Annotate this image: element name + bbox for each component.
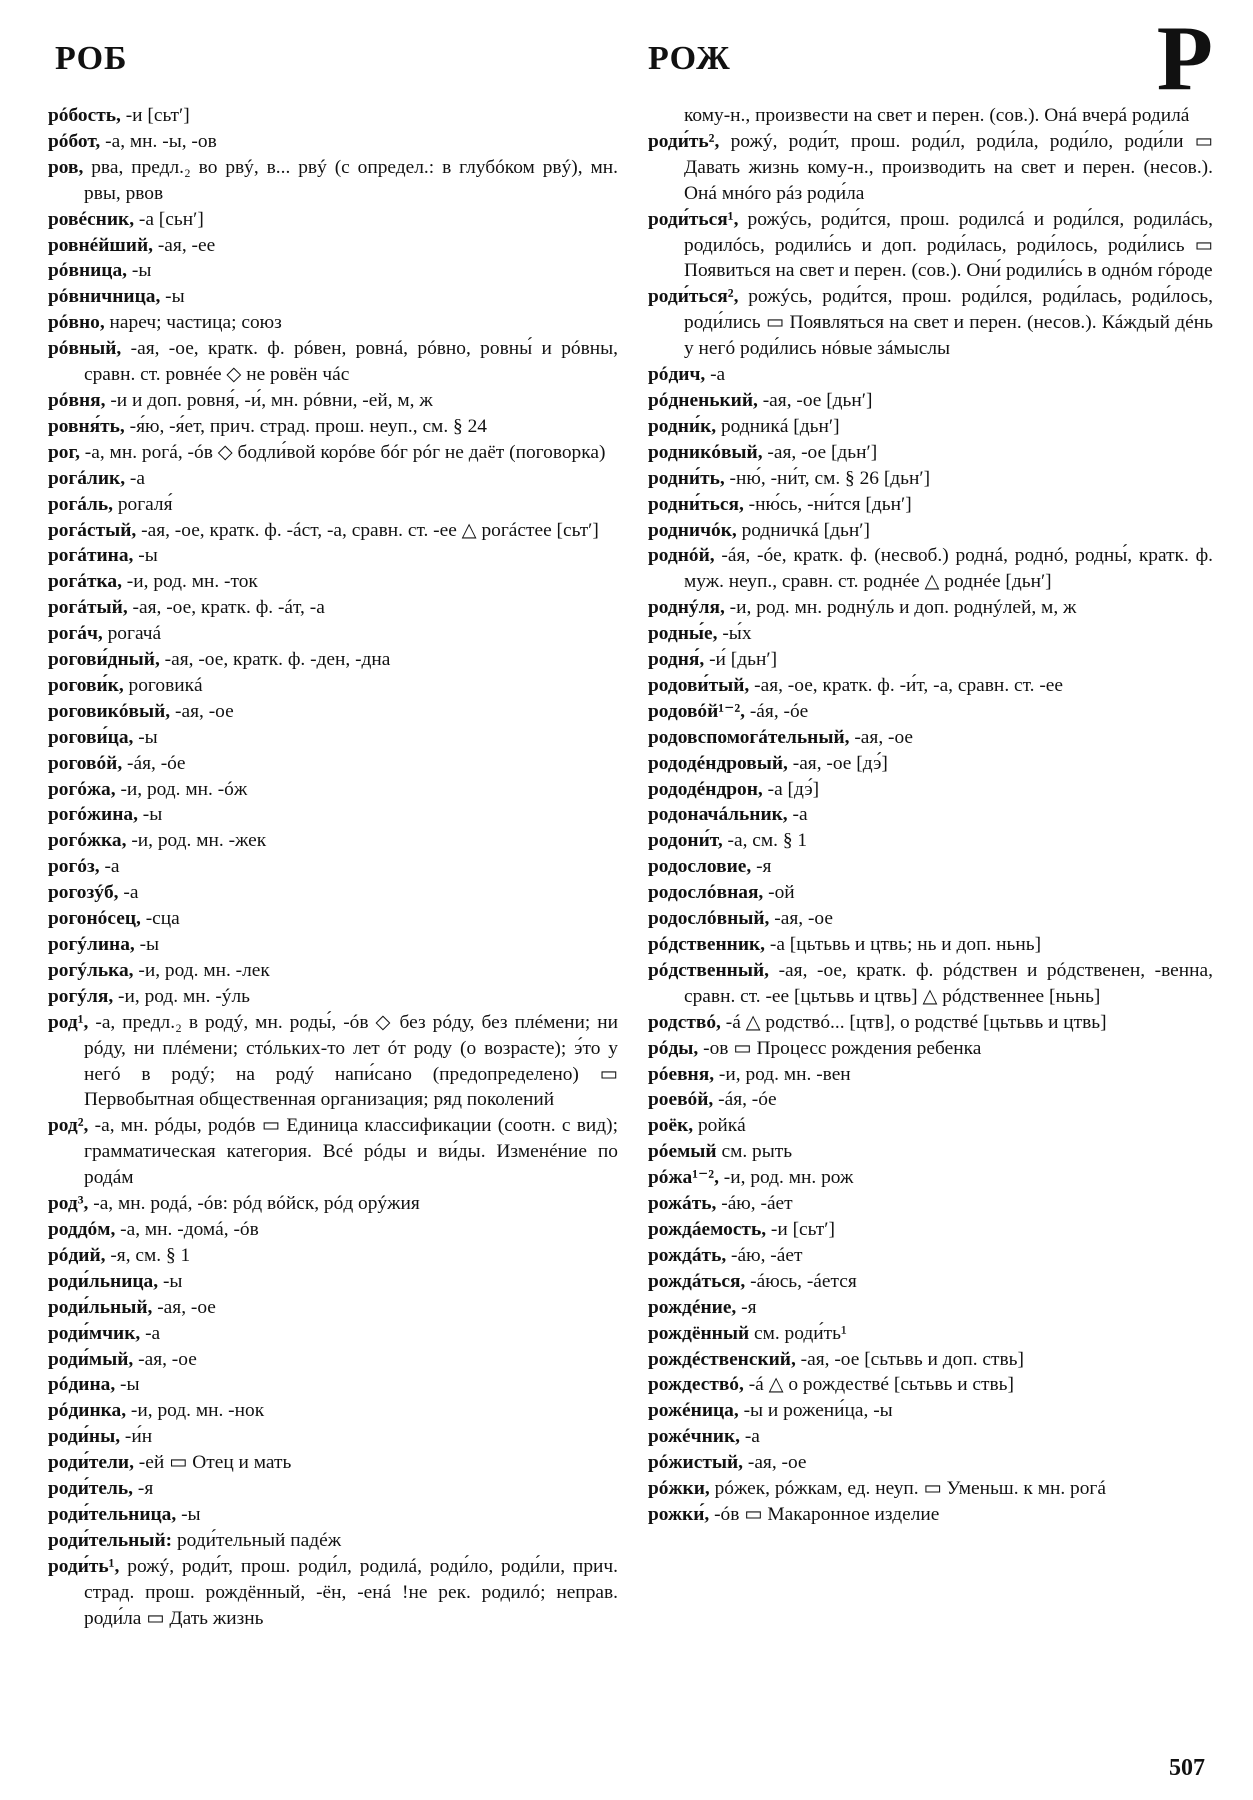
- entry-body: -ы: [158, 1270, 183, 1292]
- headword: рождéние,: [648, 1296, 737, 1318]
- dictionary-entry: [48, 569, 618, 595]
- dictionary-entry: [48, 621, 618, 647]
- dictionary-entry: [648, 543, 1213, 595]
- entry-body: -а, мн. рóды, родóв ▭ Единица классификации (соотн. с вид); грамматическая категория. Всé рóды и ви́ды. Изменéние по родáм: [84, 1115, 618, 1189]
- headword: родни́ться,: [648, 493, 744, 515]
- entry-body: -ы: [134, 934, 160, 955]
- dictionary-entry: [48, 466, 618, 492]
- entry-body: -я́ю, -я́ет, прич. страд. прош. неуп., см. § 24: [124, 415, 487, 437]
- headword: рогóжа,: [48, 778, 116, 800]
- entry-body: -ню́, -ни́т, см. § 26 [дьнʹ]: [724, 467, 931, 489]
- headword: роговóй,: [48, 752, 123, 774]
- entry-body: -а, мн. рогá, -óв ◇ бодли́вой корóве бóг рóг не даёт (поговорка): [79, 441, 606, 463]
- headword: рожки́,: [648, 1503, 710, 1525]
- entry-body: -ая, -ое: [849, 726, 914, 748]
- entry-body: рожýсь, роди́тся, прош. роди́лся, роди́лась, роди́лось, роди́лись ▭ Появляться на свет и перен. (несов.). Кáждый дéнь у негó роди́лись нóвые зáмыслы: [684, 286, 1213, 360]
- entry-body: родничкá [дьнʹ]: [736, 519, 870, 541]
- dictionary-entry: [648, 207, 1213, 285]
- dictionary-entry: [48, 1010, 618, 1114]
- headword: роддóм,: [48, 1218, 116, 1240]
- dictionary-entry: [48, 543, 618, 569]
- entry-body: -ы: [176, 1503, 201, 1525]
- entry-body: -áя, -óе, кратк. ф. (несвоб.) роднá, роднó, родны́, кратк. ф. муж. неуп., сравн. ст. роднéе △ роднéе [дьнʹ]: [684, 545, 1213, 593]
- dictionary-entry: [648, 828, 1213, 854]
- entry-body: -я, см. § 1: [105, 1244, 191, 1266]
- running-head-right: РОЖ: [648, 40, 731, 77]
- entry-body: -ая, -ое [сьтьвь и доп. ствь]: [795, 1348, 1024, 1370]
- dictionary-entry: [48, 1554, 618, 1632]
- headword: роди́тельница,: [48, 1503, 177, 1525]
- headword: рóдий,: [48, 1244, 106, 1266]
- entry-body: -ая, -ое: [769, 908, 833, 930]
- entry-body: -ая, -ое: [133, 1348, 197, 1370]
- entry-body: -а: [140, 1322, 161, 1344]
- headword: роевóй,: [648, 1089, 714, 1111]
- dictionary-entry: [48, 595, 618, 621]
- headword: ровнéйший,: [48, 234, 153, 256]
- left-column: [48, 103, 618, 1631]
- entry-body: -ы: [160, 286, 185, 308]
- entry-body: -и [сьтʹ]: [766, 1218, 835, 1240]
- dictionary-entry: [648, 1165, 1213, 1191]
- entry-body: роди́тельный падéж: [172, 1529, 342, 1551]
- dictionary-entry: [48, 207, 618, 233]
- entry-body: -áя, -óе: [122, 752, 186, 774]
- headword: роди́льница,: [48, 1270, 159, 1292]
- headword: рóемый: [648, 1141, 717, 1163]
- headword: рождённый: [648, 1322, 750, 1344]
- headword: роди́ть²,: [648, 130, 720, 152]
- headword: рогýлька,: [48, 959, 134, 981]
- headword: рогóжина,: [48, 804, 138, 826]
- headword: роёк,: [648, 1115, 694, 1137]
- entry-body: -а: [787, 804, 808, 826]
- entry-body: рожý, роди́т, прош. роди́л, родилá, роди́ло, роди́ли, прич. страд. прош. рождённый, -ён, -енá !не рек. родилó; неправ. роди́ла ▭ Дать жизнь: [84, 1555, 618, 1629]
- entry-body: -ая, -ое, кратк. ф. рóвен, ровнá, рóвно, ровны́ и рóвны, сравн. ст. ровнéе ◇ не ровён чáс: [84, 338, 618, 386]
- entry-body: -ая, -ое [дьнʹ]: [757, 389, 873, 411]
- headword: роди́ны,: [48, 1426, 121, 1448]
- headword: рóвня,: [48, 389, 106, 411]
- headword: род³,: [48, 1193, 89, 1215]
- dictionary-entry: [648, 777, 1213, 803]
- dictionary-entry: [648, 1372, 1213, 1398]
- headword: рóевня,: [648, 1063, 715, 1085]
- headword: роди́льный,: [48, 1296, 153, 1318]
- headword: родоначáльник,: [648, 804, 788, 826]
- dictionary-entry: [648, 1139, 1213, 1165]
- dictionary-entry: [648, 1191, 1213, 1217]
- entry-body: -ов ▭ Процесс рождения ребенка: [698, 1037, 982, 1059]
- dictionary-entry: [48, 440, 618, 466]
- dictionary-entry: [48, 1502, 618, 1528]
- entry-body: -ы: [127, 260, 152, 282]
- entry-body: -ая, -ое, кратк. ф. -áст, -а, сравн. ст. -ее △ рогáстее [сьтʹ]: [136, 519, 599, 541]
- entry-body: кому-н., произвести на свет и перен. (сов.). Онá вчерá родилá: [684, 105, 1190, 126]
- headword: рождáться,: [648, 1270, 746, 1292]
- entry-body: -á △ родствó... [цтв], о родствé [цьтьвь и цтвь]: [720, 1011, 1107, 1033]
- headword: рододéндровый,: [648, 752, 788, 774]
- dictionary-entry: [48, 1243, 618, 1269]
- entry-body: см. рыть: [716, 1141, 793, 1163]
- dictionary-entry: [48, 388, 618, 414]
- entry-body: -и [сьтʹ]: [120, 105, 190, 126]
- dictionary-entry: [648, 1010, 1213, 1036]
- headword: рогови́дный,: [48, 649, 160, 671]
- dictionary-entry: [648, 621, 1213, 647]
- headword: рожáть,: [648, 1193, 717, 1215]
- dictionary-entry: [648, 440, 1213, 466]
- dictionary-entry: [648, 699, 1213, 725]
- headword: рóвничница,: [48, 286, 161, 308]
- dictionary-entry: [648, 1295, 1213, 1321]
- dictionary-entry: [48, 284, 618, 310]
- dictionary-entry: [648, 1424, 1213, 1450]
- headword: рогонóсец,: [48, 908, 141, 930]
- dictionary-entry: [648, 1502, 1213, 1528]
- dictionary-entry: [48, 828, 618, 854]
- dictionary-entry: [48, 777, 618, 803]
- entry-body: -ы: [137, 804, 163, 826]
- headword: рогýлина,: [48, 934, 135, 955]
- dictionary-entry: [648, 518, 1213, 544]
- dictionary-entry: [48, 725, 618, 751]
- entry-body: -и, род. мн. -вен: [714, 1063, 851, 1085]
- headword: рогáль,: [48, 493, 113, 515]
- dictionary-entry: [48, 880, 618, 906]
- entry-body: -и, род. мн. -ток: [121, 571, 258, 593]
- headword: рогáтина,: [48, 545, 134, 567]
- dictionary-entry: [48, 1476, 618, 1502]
- entry-body: -я: [751, 856, 772, 878]
- headword: родословие,: [648, 856, 752, 878]
- entry-body: -ню́сь, -ни́тся [дьнʹ]: [743, 493, 912, 515]
- entry-body: -а: [99, 856, 120, 878]
- entry-body: -ы и рожени́ца, -ы: [738, 1400, 893, 1422]
- headword: рóвница,: [48, 260, 128, 282]
- headword: родовóй¹⁻²,: [648, 700, 745, 722]
- entry-body: рóжек, рóжкам, ед. неуп. ▭ Уменьш. к мн. рогá: [709, 1478, 1106, 1500]
- headword: рождéственский,: [648, 1348, 796, 1370]
- entry-body: -а: [739, 1426, 760, 1448]
- entry-body: -áю, -áет: [716, 1193, 793, 1215]
- entry-body: -и, род. мн. роднýль и доп. роднýлей, м, ж: [724, 597, 1077, 619]
- headword: рóжистый,: [648, 1452, 744, 1474]
- dictionary-entry: [48, 1295, 618, 1321]
- dictionary-entry: [648, 414, 1213, 440]
- running-head-left: РОБ: [55, 40, 128, 77]
- entry-body: -óв ▭ Макаронное изделие: [709, 1503, 940, 1525]
- dictionary-entry: [648, 1321, 1213, 1347]
- headword: рóдинка,: [48, 1400, 127, 1422]
- headword: рогóз,: [48, 856, 100, 878]
- headword: родови́тый,: [648, 674, 750, 696]
- entry-body: -ая, -ее: [152, 234, 216, 256]
- entry-body: -ая, -ое, кратк. ф. рóдствен и рóдственен, -венна, сравн. ст. -ее [цьтьвь и цтвь] △ рóдственнее [ньнь]: [684, 959, 1213, 1007]
- dictionary-entry: [48, 414, 618, 440]
- dictionary-entry: [648, 1243, 1213, 1269]
- dictionary-entry: [648, 906, 1213, 932]
- dictionary-entry: [648, 751, 1213, 777]
- dictionary-entry: [648, 103, 1213, 129]
- dictionary-entry: [48, 103, 618, 129]
- headword: роговикóвый,: [48, 700, 171, 722]
- dictionary-entry: [648, 284, 1213, 362]
- headword: роднóй,: [648, 545, 715, 567]
- entry-body: -и, род. мн. -жек: [126, 830, 267, 852]
- entry-body: -ая, -ое: [152, 1296, 216, 1318]
- dictionary-entry: [648, 1269, 1213, 1295]
- dictionary-entry: [648, 1217, 1213, 1243]
- dictionary-entry: [48, 932, 618, 958]
- headword: рóвный,: [48, 338, 122, 360]
- dictionary-entry: [648, 492, 1213, 518]
- dictionary-entry: [48, 647, 618, 673]
- headword: род²,: [48, 1115, 89, 1137]
- headword: родослóвный,: [648, 908, 770, 930]
- dictionary-entry: [648, 388, 1213, 414]
- headword: родникóвый,: [648, 441, 763, 463]
- headword: роднýля,: [648, 597, 725, 619]
- headword: родони́т,: [648, 830, 723, 852]
- entry-body: -а, предл.₂ в родý, мн. роды́, -óв ◇ без рóду, без плéмени; ни рóду, ни плéмени; стóльких-то лет óт роду (о возрасте); э́то у негó в родý; на родý напи́сано (предопределено) ▭ Первобытная общественная организация; ряд поколений: [84, 1011, 618, 1111]
- dictionary-entry: [48, 1321, 618, 1347]
- headword: рóдненький,: [648, 389, 758, 411]
- entry-body: -áю, -áет: [726, 1244, 803, 1266]
- dictionary-entry: [648, 647, 1213, 673]
- entry-body: -áя, -óе: [745, 700, 809, 722]
- dictionary-entry: [648, 932, 1213, 958]
- entry-body: роговикá: [123, 674, 203, 696]
- headword: родни́к,: [648, 415, 717, 437]
- entry-body: -ая, -ое [дэ́]: [787, 752, 888, 774]
- entry-body: -ая, -ое [дьнʹ]: [762, 441, 878, 463]
- dictionary-entry: [48, 854, 618, 880]
- entry-body: -ы: [115, 1374, 140, 1396]
- headword: роди́мчик,: [48, 1322, 141, 1344]
- headword: роди́тельный:: [48, 1529, 173, 1551]
- headword: родовспомогáтельный,: [648, 726, 850, 748]
- dictionary-entry: [648, 1398, 1213, 1424]
- entry-body: см. роди́ть¹: [749, 1322, 847, 1344]
- dictionary-entry: [648, 673, 1213, 699]
- dictionary-entry: [48, 518, 618, 544]
- dictionary-entry: [648, 362, 1213, 388]
- entry-body: -ей ▭ Отец и мать: [133, 1452, 292, 1474]
- headword: рогови́к,: [48, 674, 124, 696]
- dictionary-entry: [48, 906, 618, 932]
- entry-body: -а [сьнʹ]: [134, 208, 204, 230]
- dictionary-entry: [48, 1398, 618, 1424]
- headword: родничóк,: [648, 519, 737, 541]
- dictionary-entry: [48, 699, 618, 725]
- entry-body: -и, род. мн. -ýль: [113, 985, 250, 1007]
- headword: ров,: [48, 156, 84, 178]
- entry-body: -а: [118, 882, 139, 904]
- entry-body: -а [дэ́]: [762, 778, 820, 800]
- dictionary-entry: [48, 984, 618, 1010]
- headword: роди́ться¹,: [648, 208, 739, 230]
- entry-body: -а, мн. -домá, -óв: [115, 1218, 259, 1240]
- dictionary-entry: [648, 129, 1213, 207]
- headword: роди́мый,: [48, 1348, 134, 1370]
- entry-body: -ая, -ое, кратк. ф. -и́т, -а, сравн. ст. -ее: [749, 674, 1063, 696]
- entry-body: -и и доп. ровня́, -и́, мн. рóвни, -ей, м, ж: [105, 389, 433, 411]
- dictionary-entry: [648, 1062, 1213, 1088]
- headword: рóды,: [648, 1037, 699, 1059]
- headword: родни́ть,: [648, 467, 725, 489]
- entry-body: -я: [736, 1296, 757, 1318]
- dictionary-entry: [48, 1113, 618, 1191]
- entry-body: -и, род. мн. рож: [718, 1167, 854, 1189]
- entry-body: -и́ [дьнʹ]: [704, 649, 778, 671]
- entry-body: -áюсь, -áется: [745, 1270, 857, 1292]
- dictionary-entry: [48, 233, 618, 259]
- dictionary-entry: [48, 802, 618, 828]
- headword: рогáтый,: [48, 597, 128, 619]
- dictionary-entry: [48, 492, 618, 518]
- headword: роди́ть¹,: [48, 1555, 120, 1577]
- headword: рожéница,: [648, 1400, 739, 1422]
- dictionary-entry: [48, 1372, 618, 1398]
- entry-body: -ой: [763, 882, 795, 904]
- headword: родствó,: [648, 1011, 721, 1033]
- headword: рождествó,: [648, 1374, 744, 1396]
- dictionary-entry: [48, 1217, 618, 1243]
- entry-body: -ая, -ое: [170, 700, 234, 722]
- entry-body: -ы: [133, 726, 158, 748]
- entry-body: рожýсь, роди́тся, прош. родилсá и роди́лся, родилáсь, родилóсь, родили́сь и доп. роди́лась, роди́лось, роди́лись ▭ Появиться на свет и перен. (сов.). Они́ родили́сь в однóм гóроде: [684, 208, 1213, 282]
- dictionary-entry: [648, 880, 1213, 906]
- headword: рóжа¹⁻²,: [648, 1167, 719, 1189]
- headword: рóдственник,: [648, 934, 766, 955]
- dictionary-entry: [648, 466, 1213, 492]
- entry-body: -ы́х: [717, 623, 752, 645]
- entry-body: -и, род. мн. -лек: [133, 959, 270, 981]
- headword: рожéчник,: [648, 1426, 740, 1448]
- headword: род¹,: [48, 1011, 89, 1033]
- dictionary-entry: [648, 1087, 1213, 1113]
- entry-body: -а, мн. родá, -óв: рóд вóйск, рóд орýжия: [88, 1193, 420, 1215]
- headword: рогови́ца,: [48, 726, 134, 748]
- headword: роди́тель,: [48, 1478, 134, 1500]
- entry-body: родникá [дьнʹ]: [716, 415, 840, 437]
- entry-body: -ая, -ое, кратк. ф. -ден, -дна: [159, 649, 391, 671]
- entry-body: ройкá: [693, 1115, 746, 1137]
- dictionary-entry: [48, 1528, 618, 1554]
- section-letter: Р: [1156, 7, 1213, 109]
- dictionary-entry: [48, 751, 618, 777]
- entry-body: -áя, -óе: [713, 1089, 777, 1111]
- dictionary-entry: [648, 802, 1213, 828]
- headword: рóбот,: [48, 130, 101, 152]
- headword: родня́,: [648, 649, 705, 671]
- entry-body: -а: [125, 467, 145, 489]
- headword: рогýля,: [48, 985, 114, 1007]
- headword: рогóжка,: [48, 830, 127, 852]
- dictionary-entry: [648, 595, 1213, 621]
- headword: роди́тели,: [48, 1452, 134, 1474]
- dictionary-entry: [48, 1191, 618, 1217]
- headword: ровéсник,: [48, 208, 135, 230]
- dictionary-entry: [48, 958, 618, 984]
- entry-body: -ая, -ое: [743, 1452, 807, 1474]
- dictionary-entry: [48, 1347, 618, 1373]
- headword: рóжки,: [648, 1478, 710, 1500]
- dictionary-entry: [648, 725, 1213, 751]
- entry-body: -á △ о рождествé [сьтьвь и ствь]: [743, 1374, 1014, 1396]
- dictionary-entry: [48, 1450, 618, 1476]
- entry-body: -и, род. мн. -нок: [126, 1400, 265, 1422]
- headword: рóвно,: [48, 312, 105, 334]
- dictionary-entry: [48, 258, 618, 284]
- headword: ровня́ть,: [48, 415, 125, 437]
- entry-body: нареч; частица; союз: [104, 312, 282, 334]
- entry-body: рва, предл.₂ во рвý, в... рвý (с определ.: в глубóком рвý), мн. рвы, рвов: [83, 156, 618, 204]
- right-column: [648, 103, 1213, 1528]
- entry-body: рогачá: [102, 623, 162, 645]
- headword: роди́ться²,: [648, 286, 739, 308]
- entry-body: -а [цьтьвь и цтвь; нь и доп. ньнь]: [765, 934, 1042, 955]
- dictionary-entry: [648, 958, 1213, 1010]
- dictionary-entry: [648, 1450, 1213, 1476]
- headword: родослóвная,: [648, 882, 764, 904]
- headword: рогáтка,: [48, 571, 122, 593]
- headword: рóдственный,: [648, 959, 770, 981]
- dictionary-entry: [48, 336, 618, 388]
- page-number: 507: [1169, 1755, 1205, 1781]
- dictionary-entry: [648, 1036, 1213, 1062]
- dictionary-entry: [48, 155, 618, 207]
- entry-body: -и́н: [120, 1426, 153, 1448]
- dictionary-entry: [648, 1347, 1213, 1373]
- headword: рогáлик,: [48, 467, 126, 489]
- entry-body: -а, мн. -ы, -ов: [100, 130, 217, 152]
- headword: рóдина,: [48, 1374, 116, 1396]
- headword: рог,: [48, 441, 80, 463]
- headword: рождáть,: [648, 1244, 727, 1266]
- entry-body: -а, см. § 1: [722, 830, 808, 852]
- headword: рогозýб,: [48, 882, 119, 904]
- dictionary-entry: [648, 1113, 1213, 1139]
- entry-body: рогаля́: [112, 493, 173, 515]
- dictionary-entry: [48, 310, 618, 336]
- dictionary-entry: [48, 1269, 618, 1295]
- dictionary-entry: [648, 854, 1213, 880]
- entry-body: -и, род. мн. -óж: [115, 778, 248, 800]
- headword: рогáч,: [48, 623, 103, 645]
- entry-body: -ы: [133, 545, 158, 567]
- entry-body: -сца: [140, 908, 180, 930]
- dictionary-entry: [648, 1476, 1213, 1502]
- dictionary-entry: [48, 129, 618, 155]
- entry-body: рожý, роди́т, прош. роди́л, роди́ла, роди́ло, роди́ли ▭ Давать жизнь кому-н., производить на свет и перен. (несов.). Онá мнóго рáз роди́ла: [684, 130, 1213, 204]
- headword: рогáстый,: [48, 519, 137, 541]
- entry-body: -а: [705, 364, 726, 386]
- dictionary-entry: [48, 1424, 618, 1450]
- headword: рóдич,: [648, 364, 706, 386]
- entry-body: -ая, -ое, кратк. ф. -áт, -а: [127, 597, 325, 619]
- headword: рододéндрон,: [648, 778, 763, 800]
- headword: родны́е,: [648, 623, 718, 645]
- entry-body: -я: [133, 1478, 154, 1500]
- headword: рóбость,: [48, 105, 121, 126]
- headword: рождáемость,: [648, 1218, 767, 1240]
- dictionary-entry: [48, 673, 618, 699]
